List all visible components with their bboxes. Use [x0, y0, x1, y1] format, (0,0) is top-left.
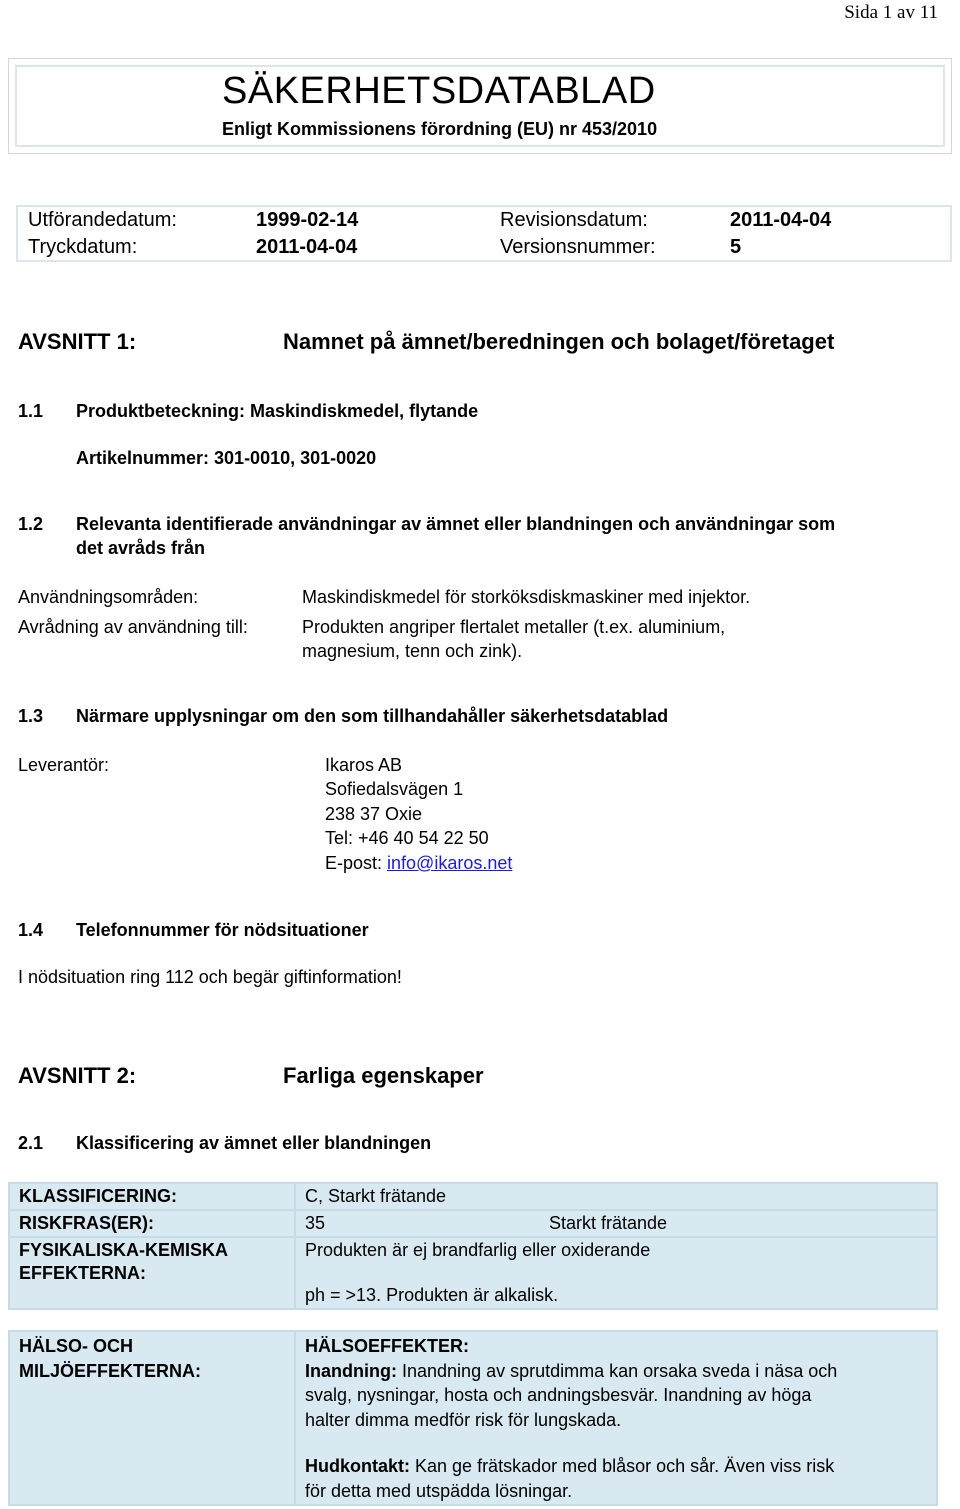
version-label: Versionsnummer: — [500, 236, 656, 258]
supplier-email-line — [325, 851, 512, 876]
inhalation-line2: svalg, nysningar, hosta och andningsbesvär. Inandning av höga — [305, 1385, 812, 1405]
print-date-value: 2011-04-04 — [256, 236, 358, 258]
advice-value-line2: magnesium, tenn och zink). — [302, 641, 523, 661]
physchem-value-line1: Produkten är ej brandfarlig eller oxiderande — [305, 1240, 651, 1260]
physchem-value-cell — [295, 1237, 937, 1309]
classification-table — [8, 1182, 938, 1310]
risk-phrase-row — [9, 1210, 937, 1237]
health-effects-table — [8, 1330, 938, 1506]
subsection-2-1-number: 2.1 — [18, 1133, 44, 1153]
supplier-name: Ikaros AB — [325, 755, 403, 775]
supplier-postal: 238 37 Oxie — [325, 804, 423, 824]
classification-value: C, Starkt frätande — [295, 1183, 937, 1210]
subsection-1-1-number: 1.1 — [18, 401, 44, 421]
health-row — [9, 1331, 937, 1505]
execution-date-label: Utförandedatum: — [28, 209, 177, 231]
document-title: SÄKERHETSDATABLAD — [222, 70, 656, 112]
subsection-1-2-number: 1.2 — [18, 514, 44, 534]
supplier-street: Sofiedalsvägen 1 — [325, 779, 464, 799]
health-label-line2: MILJÖEFFEKTERNA: — [19, 1360, 201, 1381]
skin-line1 — [305, 1454, 927, 1479]
subsection-1-4-number: 1.4 — [18, 920, 44, 940]
email-label: E-post: — [325, 853, 388, 873]
section-2-label: AVSNITT 2: — [18, 1063, 137, 1088]
health-label-line1: HÄLSO- OCH — [19, 1336, 133, 1356]
supplier-phone: Tel: +46 40 54 22 50 — [325, 828, 489, 848]
inhalation-text1: Inandning av sprutdimma kan orsaka sveda i näsa och — [402, 1360, 838, 1381]
advice-value-line1: Produkten angriper flertalet metaller (t.ex. aluminium, — [302, 617, 726, 637]
subsection-1-2-heading-line1: Relevanta identifierade användningar av ämnet eller blandningen och användningar som — [76, 514, 836, 534]
risk-phrase-cell — [295, 1210, 937, 1237]
page-number: Sida 1 av 11 — [844, 2, 938, 23]
classification-row — [9, 1183, 937, 1210]
subsection-1-2-heading-line2: det avråds från — [76, 538, 206, 558]
risk-phrase-text: Starkt frätande — [549, 1213, 668, 1233]
article-number: Artikelnummer: 301-0010, 301-0020 — [76, 448, 377, 468]
version-value: 5 — [730, 236, 742, 258]
inhalation-line1 — [305, 1359, 927, 1384]
risk-phrase-code: 35 — [305, 1213, 326, 1233]
physchem-row — [9, 1237, 937, 1309]
physchem-label-line1: FYSIKALISKA-KEMISKA — [19, 1240, 229, 1260]
inhalation-line3: halter dimma medför risk för lungskada. — [305, 1409, 622, 1430]
section-1-label: AVSNITT 1: — [18, 329, 137, 354]
inhalation-label: Inandning: — [305, 1360, 397, 1381]
physchem-label-line2: EFFEKTERNA: — [19, 1263, 146, 1283]
skin-line2: för detta med utspädda lösningar. — [305, 1480, 573, 1501]
revision-date-label: Revisionsdatum: — [500, 209, 648, 231]
emergency-text: I nödsituation ring 112 och begär giftinformation! — [18, 967, 402, 987]
physchem-label-cell — [9, 1237, 295, 1309]
subsection-1-3-number: 1.3 — [18, 706, 44, 726]
health-effects-heading: HÄLSOEFFEKTER: — [305, 1336, 469, 1356]
uses-value: Maskindiskmedel för storköksdiskmaskiner med injektor. — [302, 587, 751, 607]
subsection-2-1-heading: Klassificering av ämnet eller blandningen — [76, 1133, 432, 1153]
physchem-value-line2: ph = >13. Produkten är alkalisk. — [305, 1285, 559, 1305]
email-link[interactable]: info@ikaros.net — [387, 853, 513, 873]
supplier-label: Leverantör: — [18, 755, 110, 775]
document-subtitle: Enligt Kommissionens förordning (EU) nr 453/2010 — [222, 119, 658, 139]
health-label-cell — [9, 1331, 295, 1505]
subsection-1-3-heading: Närmare upplysningar om den som tillhandahåller säkerhetsdatablad — [76, 706, 669, 726]
skin-text1: Kan ge frätskador med blåsor och sår. Även viss risk — [415, 1456, 835, 1476]
print-date-label: Tryckdatum: — [28, 236, 138, 258]
product-designation: Produktbeteckning: Maskindiskmedel, flytande — [76, 401, 479, 421]
health-value-cell — [295, 1331, 937, 1505]
advice-label: Avrådning av användning till: — [18, 617, 248, 637]
execution-date-value: 1999-02-14 — [256, 209, 359, 231]
classification-label: KLASSIFICERING: — [9, 1183, 295, 1210]
uses-label: Användningsområden: — [18, 587, 199, 607]
skin-label: Hudkontakt: — [305, 1456, 410, 1476]
section-2-title: Farliga egenskaper — [283, 1063, 484, 1088]
subsection-1-4-heading: Telefonnummer för nödsituationer — [76, 920, 369, 940]
section-1-title: Namnet på ämnet/beredningen och bolaget/företaget — [283, 329, 835, 354]
revision-date-value: 2011-04-04 — [730, 209, 832, 231]
risk-phrase-label: RISKFRAS(ER): — [9, 1210, 295, 1237]
